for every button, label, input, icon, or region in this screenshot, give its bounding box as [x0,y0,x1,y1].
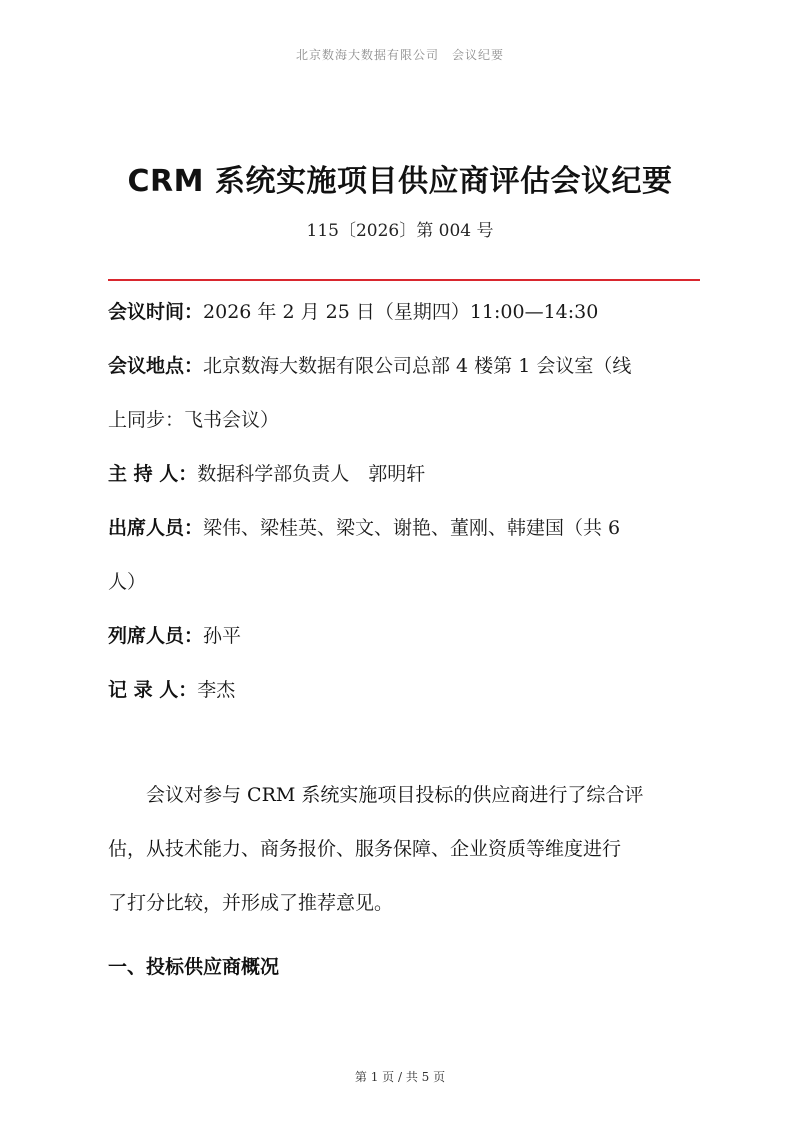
host-row [108,447,700,501]
meeting-place-row-continued [108,393,700,447]
meeting-place-value: 北京数海大数据有限公司总部 4 楼第 1 会议室（线 [203,355,632,377]
meeting-place-value-continued: 上同步：飞书会议） [108,409,280,431]
meeting-time-label: 会议时间： [108,301,204,323]
intro-line: 会议对参与 CRM 系统实施项目投标的供应商进行了综合评 [108,784,644,806]
meeting-time-row [108,285,700,339]
observers-label: 列席人员： [108,625,204,647]
red-divider-rule [108,279,700,281]
attendees-value-continued: 人） [108,571,147,593]
recorder-row [108,663,700,717]
attendees-label: 出席人员： [108,517,204,539]
host-value: 数据科学部负责人 郭明轩 [197,463,426,485]
meeting-place-label: 会议地点： [108,355,204,377]
attendees-value: 梁伟、梁桂英、梁文、谢艳、董刚、韩建国（共 6 [203,517,621,539]
intro-line: 了打分比较，并形成了推荐意见。 [108,892,394,914]
observers-row [108,609,700,663]
attendees-row-continued [108,555,700,609]
document-title: CRM 系统实施项目供应商评估会议纪要 [127,164,673,199]
running-header: 北京数海大数据有限公司 会议纪要 [295,48,504,62]
intro-paragraph [108,768,700,930]
host-label: 主 持 人： [108,463,198,485]
meeting-place-row [108,339,700,393]
meeting-time-value: 2026 年 2 月 25 日（星期四）11:00—14:30 [203,301,599,323]
section-heading: 一、投标供应商概况 [108,956,280,978]
recorder-value: 李杰 [197,679,236,701]
intro-line: 估，从技术能力、商务报价、服务保障、企业资质等维度进行 [108,838,622,860]
meeting-info-block [108,285,700,717]
attendees-row [108,501,700,555]
page-footer: 第 1 页 / 共 5 页 [354,1070,446,1084]
observers-value: 孙平 [203,625,242,647]
document-number: 115〔2026〕第 004 号 [306,221,494,241]
recorder-label: 记 录 人： [108,679,198,701]
